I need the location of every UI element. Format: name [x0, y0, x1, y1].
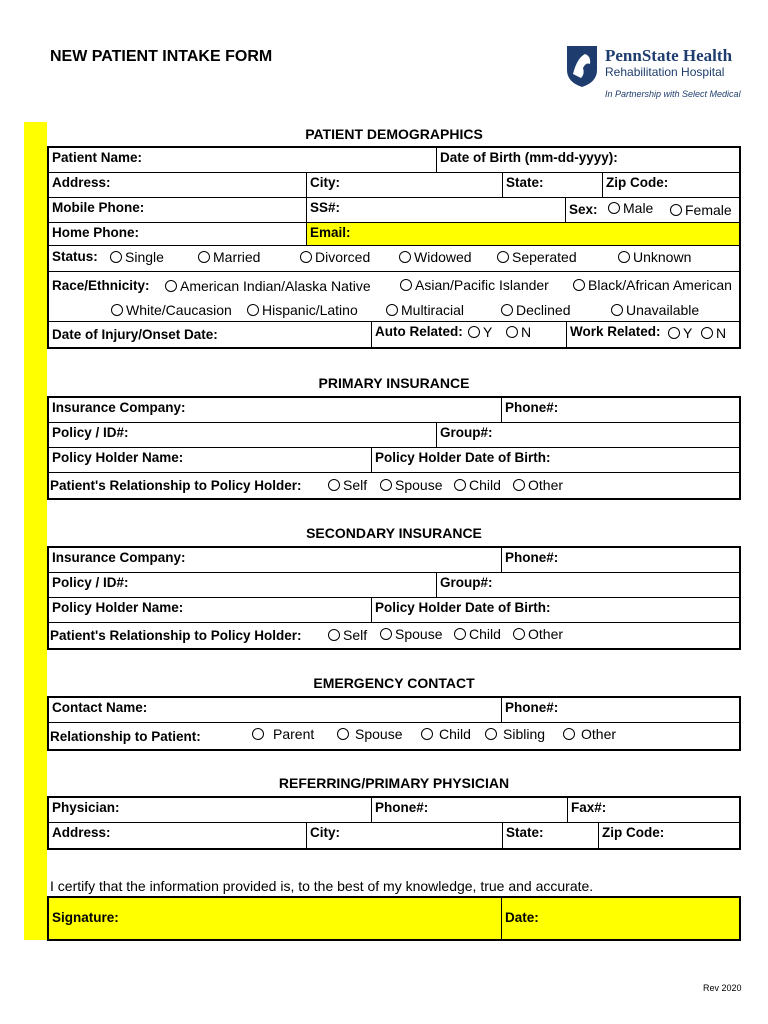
race-option-american-indian[interactable]	[165, 278, 371, 294]
city-label: City:	[310, 175, 340, 190]
primary-rel-self[interactable]	[328, 477, 367, 493]
status-option-unknown[interactable]	[618, 249, 691, 265]
mobile-phone-field[interactable]	[49, 198, 306, 222]
secondary-policy-field[interactable]	[49, 573, 436, 597]
radio-icon	[300, 251, 312, 263]
secondary-rel-self[interactable]	[328, 627, 367, 643]
race-option-declined[interactable]	[501, 302, 570, 318]
primary-relationship-label: Patient's Relationship to Policy Holder:	[50, 478, 302, 493]
city-field[interactable]	[306, 173, 502, 197]
contact-rel-other[interactable]	[563, 726, 616, 742]
primary-phone-field[interactable]	[501, 398, 739, 422]
option-label: Divorced	[315, 249, 371, 265]
radio-icon	[563, 728, 575, 740]
signature-date-field[interactable]	[501, 898, 739, 939]
contact-relationship-label: Relationship to Patient:	[50, 729, 201, 744]
radio-icon	[328, 479, 340, 491]
secondary-company-field[interactable]	[49, 548, 501, 572]
option-label: American Indian/Alaska Native	[180, 278, 371, 294]
primary-policy-field[interactable]	[49, 423, 436, 447]
contact-rel-parent[interactable]	[252, 726, 314, 742]
option-label: White/Caucasion	[126, 302, 232, 318]
physician-name-field[interactable]	[49, 798, 371, 822]
option-label: Spouse	[395, 626, 443, 642]
phone-label: Phone#:	[505, 700, 559, 715]
zip-label: Zip Code:	[606, 175, 669, 190]
secondary-insurance-table	[47, 546, 741, 650]
option-label: Multiracial	[401, 302, 465, 318]
option-label: Self	[343, 477, 368, 493]
physician-address-field[interactable]	[49, 823, 306, 848]
revision-label: Rev 2020	[703, 983, 742, 993]
race-option-white[interactable]	[111, 302, 232, 318]
primary-holder-field[interactable]	[49, 448, 371, 472]
radio-icon	[468, 326, 480, 338]
state-label: State:	[506, 825, 544, 840]
zip-label: Zip Code:	[602, 825, 665, 840]
home-phone-label: Home Phone:	[52, 225, 140, 240]
radio-icon	[513, 628, 525, 640]
radio-icon	[337, 728, 349, 740]
auto-related-no[interactable]	[506, 324, 531, 340]
holder-dob-label: Policy Holder Date of Birth:	[375, 600, 551, 615]
option-label: Parent	[273, 726, 315, 742]
fax-label: Fax#:	[571, 800, 607, 815]
option-label: Female	[685, 202, 732, 218]
work-related-yes[interactable]	[668, 325, 692, 341]
option-label: Spouse	[395, 477, 443, 493]
section-title-emergency-contact: EMERGENCY CONTACT	[313, 675, 475, 691]
radio-icon	[386, 304, 398, 316]
race-option-black[interactable]	[573, 277, 732, 293]
option-label: Child	[439, 726, 471, 742]
sex-option-female[interactable]	[670, 202, 732, 218]
dob-field[interactable]	[436, 148, 739, 172]
radio-icon	[399, 251, 411, 263]
secondary-group-field[interactable]	[436, 573, 739, 597]
radio-icon	[454, 479, 466, 491]
physician-table	[47, 796, 741, 850]
primary-group-field[interactable]	[436, 423, 739, 447]
radio-icon	[670, 204, 682, 216]
radio-icon	[573, 279, 585, 291]
secondary-holder-dob-field[interactable]	[371, 598, 739, 622]
radio-icon	[380, 628, 392, 640]
option-label: N	[716, 325, 727, 341]
policy-label: Policy / ID#:	[52, 575, 129, 590]
radio-icon	[485, 728, 497, 740]
option-label: Child	[469, 626, 501, 642]
secondary-rel-other[interactable]	[513, 626, 563, 642]
radio-icon	[198, 251, 210, 263]
highlight-bar	[24, 122, 47, 940]
status-option-divorced[interactable]	[300, 249, 370, 265]
option-label: Child	[469, 477, 501, 493]
radio-icon	[701, 327, 713, 339]
option-label: Hispanic/Latino	[262, 302, 358, 318]
phone-label: Phone#:	[505, 400, 559, 415]
emergency-contact-table	[47, 696, 741, 751]
work-related-label: Work Related:	[570, 324, 661, 339]
race-label: Race/Ethnicity:	[52, 278, 150, 293]
radio-icon	[252, 728, 264, 740]
auto-related-label: Auto Related:	[375, 324, 463, 339]
company-label: Insurance Company:	[52, 400, 186, 415]
group-label: Group#:	[440, 425, 493, 440]
phone-label: Phone#:	[505, 550, 559, 565]
status-option-seperated[interactable]	[497, 249, 577, 265]
ssn-field[interactable]	[306, 198, 565, 222]
secondary-holder-field[interactable]	[49, 598, 371, 622]
date-label: Date:	[505, 910, 539, 925]
physician-state-field[interactable]	[502, 823, 598, 848]
ssn-label: SS#:	[310, 200, 341, 215]
home-phone-field[interactable]	[49, 223, 306, 245]
option-label: Seperated	[512, 249, 577, 265]
patient-name-label: Patient Name:	[52, 150, 143, 165]
radio-icon	[421, 728, 433, 740]
race-option-hispanic[interactable]	[247, 302, 358, 318]
policy-label: Policy / ID#:	[52, 425, 129, 440]
work-related-field	[566, 322, 739, 347]
status-label: Status:	[52, 249, 98, 264]
section-title-physician: REFERRING/PRIMARY PHYSICIAN	[278, 775, 510, 791]
option-label: Other	[528, 477, 564, 493]
address-field[interactable]	[49, 173, 306, 197]
auto-related-field	[371, 322, 566, 347]
phone-label: Phone#:	[375, 800, 429, 815]
zip-field[interactable]	[602, 173, 739, 197]
radio-icon	[611, 304, 623, 316]
status-option-married[interactable]	[198, 249, 260, 265]
section-title-primary-insurance: PRIMARY INSURANCE	[318, 375, 470, 391]
radio-icon	[400, 279, 412, 291]
logo-name: PennState Health	[605, 46, 733, 65]
status-option-single[interactable]	[110, 249, 164, 265]
option-label: Single	[125, 249, 164, 265]
primary-rel-other[interactable]	[513, 477, 563, 493]
option-label: Self	[343, 627, 368, 643]
contact-rel-spouse[interactable]	[337, 726, 402, 742]
form-title: NEW PATIENT INTAKE FORM	[50, 48, 273, 65]
state-field[interactable]	[502, 173, 602, 197]
radio-icon	[380, 479, 392, 491]
primary-company-field[interactable]	[49, 398, 501, 422]
radio-icon	[513, 479, 525, 491]
group-label: Group#:	[440, 575, 493, 590]
option-label: Male	[623, 200, 654, 216]
auto-related-yes[interactable]	[468, 324, 492, 340]
radio-icon	[165, 280, 177, 292]
race-option-unavailable[interactable]	[611, 302, 699, 318]
sex-option-male[interactable]	[608, 200, 653, 216]
status-option-widowed[interactable]	[399, 249, 472, 265]
option-label: Married	[213, 249, 261, 265]
company-label: Insurance Company:	[52, 550, 186, 565]
state-label: State:	[506, 175, 544, 190]
address-label: Address:	[52, 825, 111, 840]
radio-icon	[328, 629, 340, 641]
holder-label: Policy Holder Name:	[52, 600, 184, 615]
mobile-phone-label: Mobile Phone:	[52, 200, 145, 215]
contact-rel-child[interactable]	[421, 726, 471, 742]
contact-name-label: Contact Name:	[52, 700, 148, 715]
injury-date-field[interactable]	[49, 322, 371, 347]
contact-rel-sibling[interactable]	[485, 726, 545, 742]
primary-rel-child[interactable]	[454, 477, 501, 493]
certification-text: I certify that the information provided is, to the best of my knowledge, true and accurate.	[50, 878, 594, 894]
option-label: Unknown	[633, 249, 692, 265]
city-label: City:	[310, 825, 340, 840]
shield-icon	[565, 44, 599, 88]
section-title-demographics: PATIENT DEMOGRAPHICS	[305, 126, 483, 142]
option-label: Widowed	[414, 249, 472, 265]
secondary-rel-child[interactable]	[454, 626, 501, 642]
radio-icon	[501, 304, 513, 316]
radio-icon	[608, 202, 620, 214]
contact-phone-field[interactable]	[501, 698, 739, 722]
radio-icon	[497, 251, 509, 263]
sex-label: Sex:	[569, 202, 598, 217]
work-related-no[interactable]	[701, 325, 726, 341]
radio-icon	[247, 304, 259, 316]
radio-icon	[110, 251, 122, 263]
option-label: Unavailable	[626, 302, 700, 318]
option-label: Spouse	[355, 726, 403, 742]
holder-dob-label: Policy Holder Date of Birth:	[375, 450, 551, 465]
email-field[interactable]	[306, 223, 739, 245]
secondary-relationship-label: Patient's Relationship to Policy Holder:	[50, 628, 302, 643]
physician-city-field[interactable]	[306, 823, 502, 848]
logo-subtitle: Rehabilitation Hospital	[605, 65, 725, 79]
option-label: Sibling	[503, 726, 546, 742]
option-label: N	[521, 324, 532, 340]
logo-partner: In Partnership with Select Medical	[605, 89, 741, 99]
race-option-multiracial[interactable]	[386, 302, 464, 318]
option-label: Asian/Pacific Islander	[415, 277, 549, 293]
physician-zip-field[interactable]	[598, 823, 739, 848]
option-label: Black/African American	[588, 277, 732, 293]
secondary-phone-field[interactable]	[501, 548, 739, 572]
holder-label: Policy Holder Name:	[52, 450, 184, 465]
email-label: Email:	[310, 225, 351, 240]
radio-icon	[111, 304, 123, 316]
signature-label: Signature:	[52, 910, 119, 925]
option-label: Y	[483, 324, 493, 340]
option-label: Other	[528, 626, 564, 642]
logo	[565, 44, 745, 104]
radio-icon	[454, 628, 466, 640]
radio-icon	[618, 251, 630, 263]
injury-date-label: Date of Injury/Onset Date:	[52, 327, 218, 342]
address-label: Address:	[52, 175, 111, 190]
option-label: Y	[683, 325, 693, 341]
sex-field	[565, 198, 739, 222]
primary-insurance-table	[47, 396, 741, 500]
physician-fax-field[interactable]	[567, 798, 739, 822]
secondary-rel-spouse[interactable]	[380, 626, 442, 642]
signature-table	[47, 896, 741, 941]
race-option-asian[interactable]	[400, 277, 549, 293]
contact-name-field[interactable]	[49, 698, 501, 722]
physician-label: Physician:	[52, 800, 120, 815]
primary-holder-dob-field[interactable]	[371, 448, 739, 472]
physician-phone-field[interactable]	[371, 798, 567, 822]
demographics-table	[47, 146, 741, 349]
dob-label: Date of Birth (mm-dd-yyyy):	[440, 150, 618, 165]
radio-icon	[506, 326, 518, 338]
radio-icon	[668, 327, 680, 339]
option-label: Other	[581, 726, 617, 742]
option-label: Declined	[516, 302, 571, 318]
section-title-secondary-insurance: SECONDARY INSURANCE	[306, 525, 482, 541]
primary-rel-spouse[interactable]	[380, 477, 442, 493]
signature-field[interactable]	[49, 898, 501, 939]
patient-name-field[interactable]	[49, 148, 436, 172]
